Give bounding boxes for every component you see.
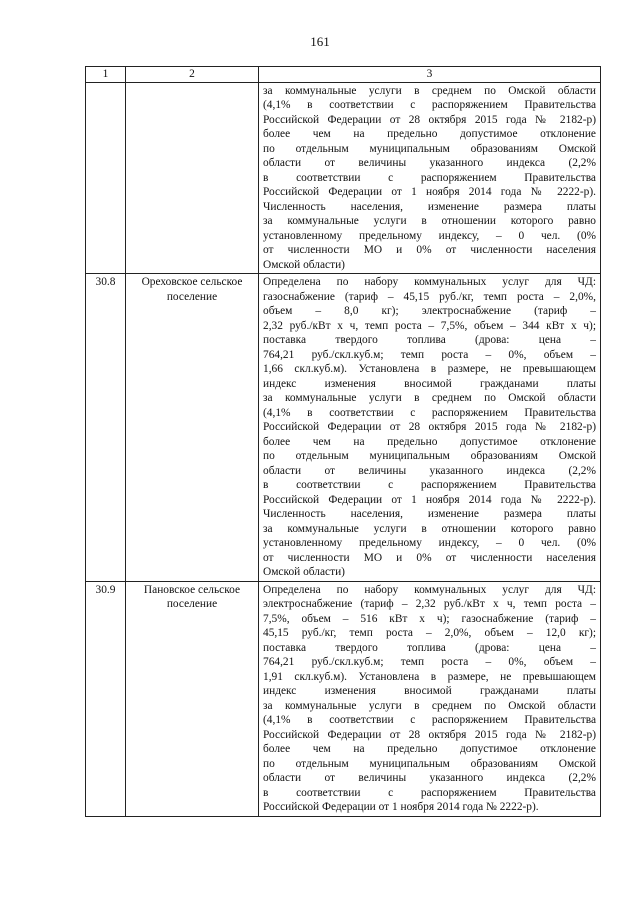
description-line: за коммунальные услуги в среднем по Омской области (263, 699, 596, 712)
description-line: области от величины указанного индекса (2,2% (263, 464, 596, 477)
description-line: более чем на предельно допустимое отклонение (263, 128, 596, 140)
description-line: 764,21 руб./скл.куб.м; темп роста – 0%, объем – (263, 656, 596, 668)
description-line: Омской области) (263, 566, 345, 578)
description-line: в соответствии с распоряжением Правительства (263, 479, 596, 491)
description-line: 1,91 скл.куб.м). Установлена в размере, не превышающем (263, 670, 596, 683)
description-line: области от величины указанного индекса (2,2% (263, 157, 596, 169)
description-line: индекс изменения вносимой гражданами платы (263, 685, 596, 697)
description-line: по отдельным муниципальным образованиям Омской (263, 450, 596, 462)
table-row (86, 274, 601, 582)
description-line: поставка твердого топлива (дрова: цена – (263, 641, 596, 654)
description-line: объем – 8,0 кг); электроснабжение (тариф – (263, 305, 596, 317)
description-line: индекс изменения вносимой гражданами платы (263, 377, 596, 390)
description-line: (4,1% в соответствии с распоряжением Правительства (263, 99, 596, 111)
description-line: Российской Федерации от 28 октября 2015 года № 2182-р) (263, 728, 596, 741)
description-line: 2,32 руб./кВт х ч, темп роста – 7,5%, объем – 344 кВт х ч); (263, 319, 596, 332)
description-line: Численность населения, изменение размера платы (263, 200, 596, 213)
description-line: от численности МО и 0% от численности населения (263, 244, 596, 256)
description-line: за коммунальные услуги в среднем по Омской области (263, 84, 596, 97)
description-line: 764,21 руб./скл.куб.м; темп роста – 0%, объем – (263, 348, 596, 361)
description-line: Численность населения, изменение размера платы (263, 508, 596, 520)
description-line: Омской области) (263, 258, 345, 271)
row-number: 30.9 (86, 581, 126, 816)
description-cell (259, 82, 601, 274)
description-line: Российской Федерации от 1 ноября 2014 года № 2222-р). (263, 801, 539, 813)
description-line: более чем на предельно допустимое отклонение (263, 435, 596, 448)
description-line: (4,1% в соответствии с распоряжением Правительства (263, 406, 596, 419)
description-line: газоснабжение (тариф – 45,15 руб./кг, темп роста – 2,0%, (263, 290, 596, 303)
description-line: по отдельным муниципальным образованиям Омской (263, 757, 596, 770)
description-line: за коммунальные услуги в среднем по Омской области (263, 392, 596, 404)
description-cell (259, 581, 601, 816)
description-line: Российской Федерации от 1 ноября 2014 года № 2222-р). (263, 493, 596, 506)
description-line: по отдельным муниципальным образованиям Омской (263, 142, 596, 155)
settlement-name: Пановское сельское поселение (126, 581, 259, 816)
settlement-name (126, 82, 259, 274)
settlement-name: Ореховское сельское поселение (126, 274, 259, 582)
description-cell (259, 274, 601, 582)
description-line: за коммунальные услуги в отношении которого равно (263, 522, 596, 535)
description-line: Определена по набору коммунальных услуг для ЧД: (263, 583, 596, 596)
description-line: (4,1% в соответствии с распоряжением Правительства (263, 714, 596, 726)
description-line: установленному предельному индексу, – 0 чел. (0% (263, 537, 596, 549)
description-line: электроснабжение (тариф – 2,32 руб./кВт х ч, темп роста – (263, 598, 596, 610)
description-line: Российской Федерации от 28 октября 2015 года № 2182-р) (263, 113, 596, 126)
table-row (86, 82, 601, 274)
table-header-row (86, 67, 601, 83)
document-table (85, 66, 601, 817)
description-line: Российской Федерации от 28 октября 2015 года № 2182-р) (263, 421, 596, 433)
column-header-3: 3 (259, 67, 601, 83)
description-line: установленному предельному индексу, – 0 чел. (0% (263, 229, 596, 242)
description-line: за коммунальные услуги в отношении которого равно (263, 215, 596, 227)
description-line: 1,66 скл.куб.м). Установлена в размере, не превышающем (263, 363, 596, 375)
description-line: 45,15 руб./кг, темп роста – 2,0%, объем – 12,0 кг); (263, 627, 596, 639)
description-line: поставка твердого топлива (дрова: цена – (263, 334, 596, 346)
description-line: Определена по набору коммунальных услуг для ЧД: (263, 276, 596, 288)
description-line: от численности МО и 0% от численности населения (263, 551, 596, 564)
description-line: 7,5%, объем – 516 кВт х ч); газоснабжение (тариф – (263, 612, 596, 625)
page-number: 161 (310, 34, 330, 49)
description-line: в соответствии с распоряжением Правительства (263, 786, 596, 799)
table-row (86, 581, 601, 816)
description-line: в соответствии с распоряжением Правительства (263, 171, 596, 184)
column-header-2: 2 (126, 67, 259, 83)
column-header-1: 1 (86, 67, 126, 83)
description-line: Российской Федерации от 1 ноября 2014 года № 2222-р). (263, 186, 596, 198)
description-line: области от величины указанного индекса (2,2% (263, 772, 596, 784)
row-number (86, 82, 126, 274)
description-line: более чем на предельно допустимое отклонение (263, 743, 596, 755)
row-number: 30.8 (86, 274, 126, 582)
